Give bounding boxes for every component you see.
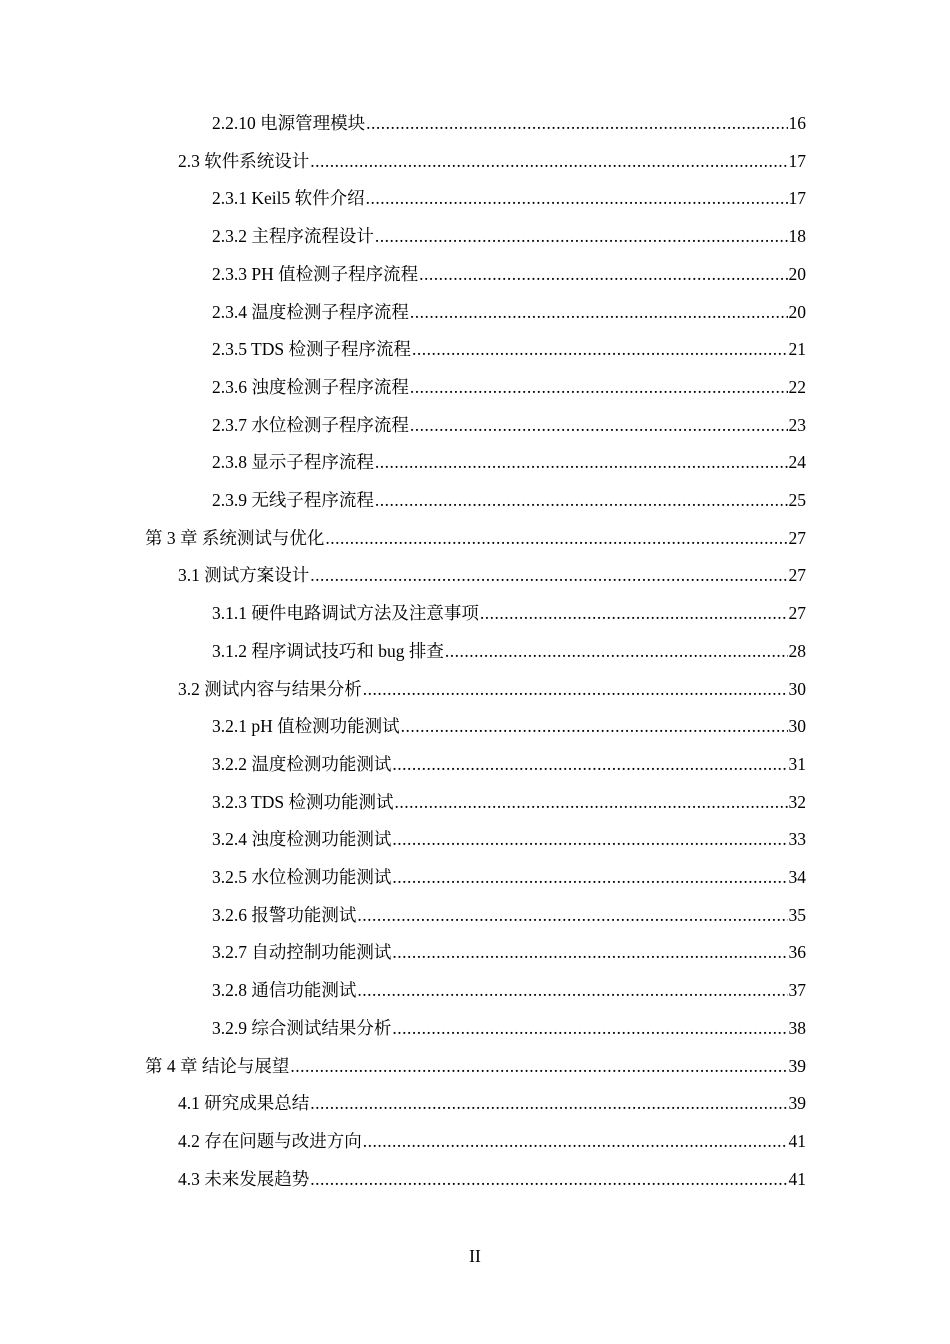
toc-entry[interactable] (212, 487, 806, 513)
toc-entry[interactable] (212, 110, 806, 136)
toc-entry[interactable] (178, 148, 806, 174)
toc-entry[interactable] (178, 562, 806, 588)
toc-dot-leader (363, 676, 788, 702)
toc-entry-title: 2.2.10 电源管理模块 (212, 113, 366, 133)
toc-entry-page: 23 (788, 414, 806, 435)
toc-entry-page: 33 (788, 829, 806, 850)
toc-entry-title: 3.2 测试内容与结果分析 (178, 678, 362, 699)
toc-entry[interactable] (212, 412, 806, 438)
toc-dot-leader (392, 1015, 787, 1041)
toc-dot-leader (480, 600, 788, 626)
toc-entry-title: 3.2.4 浊度检测功能测试 (212, 829, 392, 850)
toc-entry-page: 30 (788, 716, 806, 737)
toc-entry-title: 第 3 章 系统测试与优化 (145, 527, 325, 548)
toc-dot-leader (310, 148, 787, 174)
toc-entry[interactable] (212, 449, 806, 475)
toc-dot-leader (357, 902, 787, 928)
toc-dot-leader (375, 449, 788, 475)
toc-entry[interactable] (212, 713, 806, 739)
toc-dot-leader (412, 336, 788, 362)
toc-entry[interactable] (212, 902, 806, 928)
toc-entry-page: 27 (788, 527, 806, 548)
toc-entry[interactable] (212, 336, 806, 362)
toc-dot-leader (310, 562, 787, 588)
toc-entry[interactable] (145, 525, 806, 551)
toc-entry[interactable] (212, 223, 806, 249)
toc-entry-title: 3.2.9 综合测试结果分析 (212, 1017, 392, 1038)
toc-entry[interactable] (212, 638, 806, 664)
toc-entry-title: 3.1 测试方案设计 (178, 565, 310, 586)
toc-entry-title: 3.2.7 自动控制功能测试 (212, 942, 392, 963)
toc-dot-leader (366, 185, 788, 211)
toc-dot-leader (401, 713, 788, 739)
toc-dot-leader (375, 487, 788, 513)
toc-entry-page: 27 (788, 603, 806, 624)
toc-entry-title: 3.1.1 硬件电路调试方法及注意事项 (212, 603, 479, 624)
toc-entry-title: 2.3.7 水位检测子程序流程 (212, 414, 409, 435)
toc-entry-title: 2.3.5 TDS 检测子程序流程 (212, 339, 411, 360)
toc-entry-title: 4.2 存在问题与改进方向 (178, 1130, 362, 1151)
toc-entry-title: 3.1.2 程序调试技巧和 bug 排查 (212, 640, 444, 661)
toc-entry-title: 2.3.9 无线子程序流程 (212, 490, 374, 510)
toc-entry-page: 41 (788, 1130, 806, 1151)
toc-entry-page: 18 (788, 226, 806, 247)
toc-entry-page: 39 (788, 1093, 806, 1114)
toc-entry-page: 34 (788, 867, 806, 887)
toc-entry-page: 41 (788, 1168, 806, 1189)
toc-entry-page: 36 (788, 942, 806, 963)
toc-dot-leader (357, 977, 787, 1003)
toc-entry-title: 第 4 章 结论与展望 (145, 1055, 290, 1076)
toc-entry[interactable] (145, 1053, 806, 1079)
toc-entry-title: 2.3.4 温度检测子程序流程 (212, 301, 409, 322)
toc-entry-page: 17 (788, 188, 806, 209)
toc-entry-title: 2.3.1 Keil5 软件介绍 (212, 188, 365, 209)
toc-entry-title: 4.1 研究成果总结 (178, 1093, 310, 1114)
toc-entry-page: 21 (788, 339, 806, 360)
toc-entry[interactable] (212, 977, 806, 1003)
toc-entry-title: 3.2.3 TDS 检测功能测试 (212, 791, 394, 812)
toc-entry-title: 3.2.6 报警功能测试 (212, 904, 357, 925)
toc-dot-leader (410, 374, 788, 400)
toc-entry-page: 24 (788, 452, 806, 473)
toc-entry-title: 3.2.8 通信功能测试 (212, 980, 357, 1001)
toc-entry[interactable] (178, 1090, 806, 1116)
toc-entry-title: 2.3.6 浊度检测子程序流程 (212, 376, 409, 397)
toc-entry-page: 20 (788, 301, 806, 322)
toc-entry-title: 2.3.2 主程序流程设计 (212, 226, 374, 247)
toc-entry[interactable] (212, 751, 806, 777)
toc-entry-page: 39 (788, 1055, 806, 1076)
toc-entry-page: 31 (788, 753, 806, 774)
toc-dot-leader (392, 939, 787, 965)
page-number: II (469, 1246, 481, 1266)
toc-entry-page: 17 (788, 150, 806, 171)
toc-entry[interactable] (212, 789, 806, 815)
toc-entry[interactable] (212, 826, 806, 852)
toc-dot-leader (392, 751, 787, 777)
toc-dot-leader (395, 789, 788, 815)
toc-entry-title: 3.2.5 水位检测功能测试 (212, 867, 392, 887)
toc-entry[interactable] (178, 1166, 806, 1192)
toc-dot-leader (419, 261, 787, 287)
toc-entry-page: 38 (788, 1017, 806, 1038)
toc-entry-page: 16 (788, 113, 806, 133)
toc-dot-leader (366, 110, 787, 136)
toc-entry[interactable] (178, 1128, 806, 1154)
toc-dot-leader (290, 1053, 787, 1079)
toc-entry[interactable] (212, 864, 806, 890)
toc-entry-page: 28 (788, 640, 806, 661)
toc-entry-title: 2.3.3 PH 值检测子程序流程 (212, 263, 419, 284)
toc-entry-title: 4.3 未来发展趋势 (178, 1168, 310, 1189)
toc-entry-title: 3.2.1 pH 值检测功能测试 (212, 716, 400, 737)
toc-dot-leader (445, 638, 788, 664)
toc-entry-title: 2.3.8 显示子程序流程 (212, 452, 374, 473)
toc-entry-page: 35 (788, 904, 806, 925)
toc-entry-page: 25 (788, 490, 806, 510)
toc-entry-page: 22 (788, 376, 806, 397)
toc-dot-leader (410, 299, 788, 325)
toc-dot-leader (325, 525, 787, 551)
toc-entry-page: 27 (788, 565, 806, 586)
toc-entry-title: 2.3 软件系统设计 (178, 150, 310, 171)
toc-dot-leader (310, 1166, 787, 1192)
toc-entry-title: 3.2.2 温度检测功能测试 (212, 753, 392, 774)
toc-entry[interactable] (212, 939, 806, 965)
toc-dot-leader (392, 826, 787, 852)
toc-entry[interactable] (212, 374, 806, 400)
toc-entry[interactable] (212, 600, 806, 626)
toc-entry-page: 32 (788, 791, 806, 812)
toc-entry[interactable] (212, 185, 806, 211)
toc-entry-page: 20 (788, 263, 806, 284)
toc-entry[interactable] (212, 299, 806, 325)
toc-entry[interactable] (212, 1015, 806, 1041)
toc-dot-leader (410, 412, 788, 438)
toc-entry-page: 30 (788, 678, 806, 699)
toc-entry[interactable] (212, 261, 806, 287)
toc-dot-leader (375, 223, 788, 249)
toc-dot-leader (363, 1128, 788, 1154)
toc-dot-leader (310, 1090, 787, 1116)
toc-entry-page: 37 (788, 980, 806, 1001)
toc-entry[interactable] (178, 676, 806, 702)
toc-dot-leader (392, 864, 787, 890)
